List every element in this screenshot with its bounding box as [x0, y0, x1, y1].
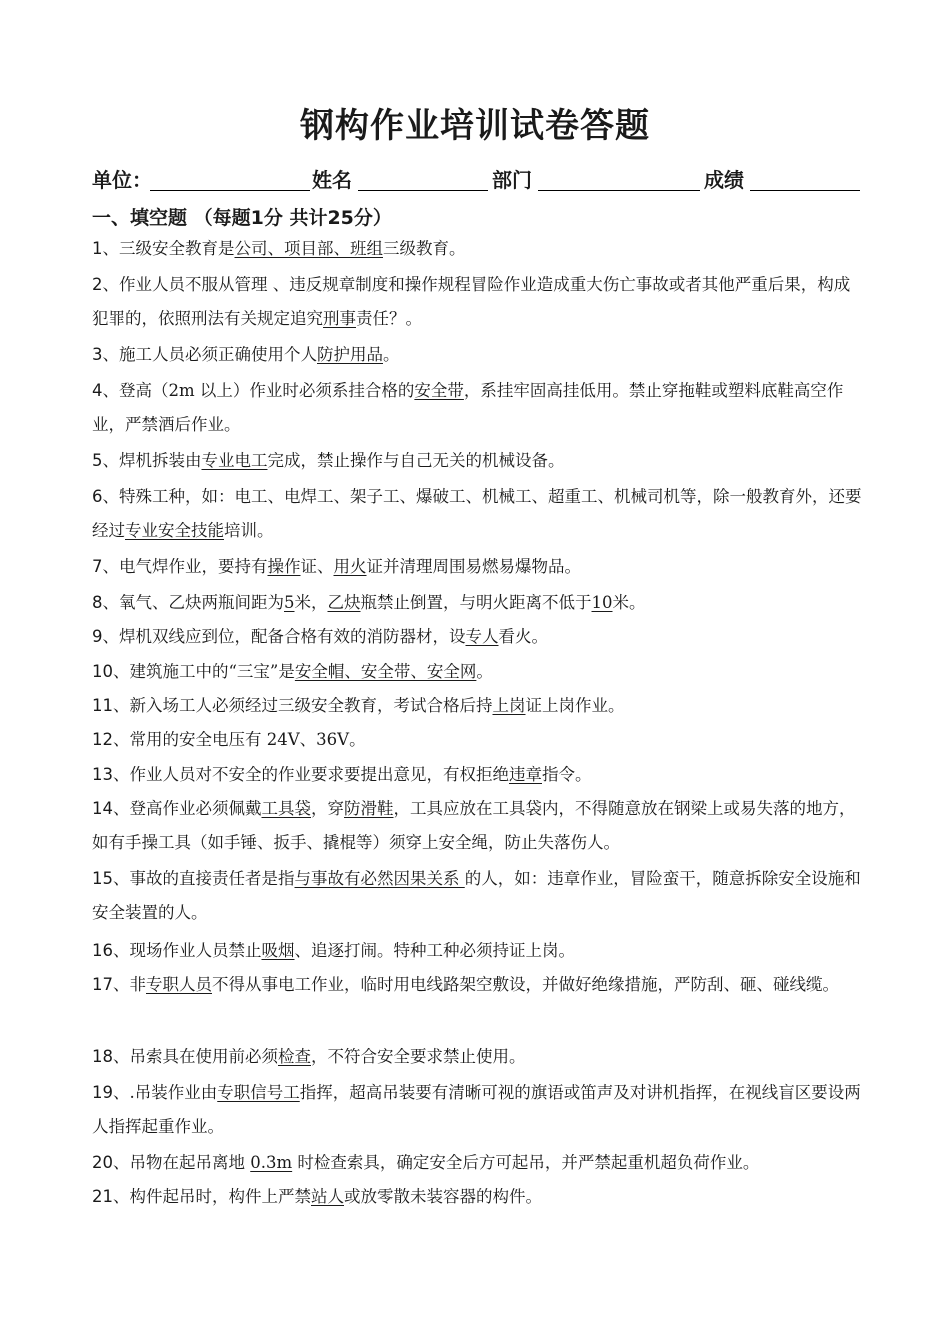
question-number: 1、 [92, 239, 119, 258]
question-text: 三级安全教育是 [119, 239, 235, 258]
question-9 [92, 620, 862, 654]
question-text: 三级教育。 [383, 239, 466, 258]
name-blank[interactable] [358, 190, 488, 191]
question-text: 作业人员对不安全的作业要求要提出意见，有权拒绝 [129, 765, 509, 784]
question-text: 瓶禁止倒置，与明火距离不低于 [360, 593, 592, 612]
question-16 [92, 934, 862, 968]
question-13 [92, 758, 862, 792]
question-text: 电气焊作业，要持有 [119, 557, 268, 576]
dept-blank[interactable] [538, 190, 700, 191]
question-text: 非 [129, 975, 146, 994]
question-text: 吊物在起吊离地 [129, 1153, 251, 1172]
question-number: 14、 [92, 799, 130, 818]
question-4 [92, 374, 862, 442]
info-row [92, 164, 862, 194]
answer-text: 安全带 [414, 381, 464, 400]
score-blank[interactable] [750, 190, 860, 191]
answer-text: 乙炔 [327, 593, 361, 612]
answer-text: 专职人员 [146, 975, 212, 994]
question-number: 4、 [92, 381, 119, 400]
question-text: 看火。 [498, 627, 548, 646]
question-number: 21、 [92, 1187, 130, 1206]
question-text: 登高（2m 以上）作业时必须系挂合格的 [119, 381, 415, 400]
answer-text: 检查 [278, 1047, 311, 1066]
question-text: 证、 [300, 557, 334, 576]
answer-text: 专业电工 [201, 451, 268, 470]
question-number: 12、 [92, 730, 130, 749]
question-text: 指令。 [542, 765, 592, 784]
question-text: 事故的直接责任者是指 [129, 869, 295, 888]
question-number: 3、 [92, 345, 119, 364]
question-15 [92, 862, 862, 930]
question-number: 10、 [92, 662, 130, 681]
question-17 [92, 968, 862, 1002]
question-text: .吊装作业由 [129, 1083, 218, 1102]
question-5 [92, 444, 862, 478]
answer-text: 上岗 [492, 696, 526, 715]
question-number: 11、 [92, 696, 130, 715]
question-text: 施工人员必须正确使用个人 [119, 345, 317, 364]
question-text: 登高作业必须佩戴 [129, 799, 262, 818]
question-text: 现场作业人员禁止 [129, 941, 262, 960]
question-20 [92, 1146, 862, 1180]
question-text: 不得从事电工作业，临时用电线路架空敷设，并做好绝缘措施，严防刮、砸、碰线缆。 [212, 975, 839, 994]
answer-text: 专人 [465, 627, 499, 646]
answer-text: 操作 [267, 557, 301, 576]
question-6 [92, 480, 862, 548]
question-text: ，穿 [311, 799, 344, 818]
answer-text: 站人 [311, 1187, 344, 1206]
question-3 [92, 338, 862, 372]
question-18 [92, 1040, 862, 1074]
question-text: 焊机拆装由 [119, 451, 202, 470]
answer-text: 违章 [509, 765, 542, 784]
question-19 [92, 1076, 862, 1144]
question-text: 新入场工人必须经过三级安全教育，考试合格后持 [129, 696, 493, 715]
answer-text: 工具袋 [261, 799, 311, 818]
question-text: ，系挂牢固高挂低用。禁止穿拖鞋或塑料底鞋高空作业，严禁酒后作业。 [92, 381, 844, 434]
answer-text: 安全帽、安全带、安全网 [294, 662, 477, 681]
question-number: 2、 [92, 275, 119, 294]
section-heading: 一、填空题 （每题1分 共计25分） [92, 207, 392, 229]
question-8 [92, 586, 862, 620]
unit-blank[interactable] [150, 190, 310, 191]
question-text: 证并清理周围易燃易爆物品。 [366, 557, 581, 576]
question-text: 时检查索具，确定安全后方可起吊，并严禁起重机超负荷作业。 [292, 1153, 760, 1172]
question-text: 建筑施工中的“三宝”是 [129, 662, 295, 681]
question-21 [92, 1180, 862, 1214]
answer-text: 用火 [333, 557, 367, 576]
question-number: 17、 [92, 975, 130, 994]
answer-text: 0.3m [250, 1153, 293, 1172]
question-1 [92, 232, 862, 266]
question-text: 培训。 [224, 521, 274, 540]
answer-text: 专职信号工 [217, 1083, 300, 1102]
question-text: 氧气、乙炔两瓶间距为 [119, 593, 284, 612]
question-text: 证上岗作业。 [525, 696, 625, 715]
question-text: 构件起吊时，构件上严禁 [129, 1187, 311, 1206]
question-11 [92, 689, 862, 723]
question-text: 常用的安全电压有 24V、36V。 [129, 730, 366, 749]
question-number: 6、 [92, 487, 119, 506]
question-7 [92, 550, 862, 584]
question-text: 、追逐打闹。特种工种必须持证上岗。 [294, 941, 575, 960]
question-text: 完成，禁止操作与自己无关的机械设备。 [267, 451, 565, 470]
question-number: 8、 [92, 593, 119, 612]
question-number: 9、 [92, 627, 119, 646]
answer-text: 10 [591, 593, 613, 612]
question-text: 米。 [612, 593, 646, 612]
question-text: 焊机双线应到位，配备合格有效的消防器材，设 [119, 627, 466, 646]
question-text: 指挥，超高吊装要有清晰可视的旗语或笛声及对讲机指挥，在视线盲区要设两人指挥起重作业。 [92, 1083, 861, 1136]
question-text: 吊索具在使用前必须 [129, 1047, 278, 1066]
question-text: ，不符合安全要求禁止使用。 [311, 1047, 526, 1066]
answer-text: 防护用品 [317, 345, 383, 364]
page-title: 钢构作业培训试卷答题 [300, 106, 650, 146]
question-text: 责任？。 [356, 309, 422, 328]
question-text: 作业人员不服从管理 、违反规章制度和操作规程冒险作业造成重大伤亡事故或者其他严重后果，构成犯罪的，依照刑法有关规定追究 [92, 275, 851, 328]
question-number: 7、 [92, 557, 119, 576]
question-number: 19、 [92, 1083, 130, 1102]
answer-text: 公司、项目部、班组 [234, 239, 383, 258]
question-text: ，工具应放在工具袋内，不得随意放在钢梁上或易失落的地方，如有手操工具（如手锤、扳手、撬棍等）须穿上安全绳，防止失落伤人。 [92, 799, 856, 852]
name-label: 姓名 [312, 168, 352, 192]
question-text: 的人，如：违章作业，冒险蛮干，随意拆除安全设施和安全装置的人。 [92, 869, 861, 922]
question-text: 。 [476, 662, 493, 681]
question-number: 13、 [92, 765, 130, 784]
answer-text: 防滑鞋 [344, 799, 394, 818]
question-text: 或放零散未装容器的构件。 [344, 1187, 542, 1206]
question-text: 。 [383, 345, 400, 364]
question-number: 16、 [92, 941, 130, 960]
score-label: 成绩 [704, 168, 744, 192]
question-number: 20、 [92, 1153, 130, 1172]
question-14 [92, 792, 862, 860]
answer-text: 刑事 [323, 309, 356, 328]
answer-text: 专业安全技能 [125, 521, 224, 540]
question-text: 米， [294, 593, 328, 612]
answer-text: 5 [284, 593, 295, 612]
question-10 [92, 655, 862, 689]
answer-text: 吸烟 [261, 941, 295, 960]
answer-text: 与事故有必然因果关系 [294, 869, 465, 888]
unit-label: 单位： [92, 168, 152, 192]
question-number: 18、 [92, 1047, 130, 1066]
question-text: 特殊工种，如：电工、电焊工、架子工、爆破工、机械工、超重工、机械司机等，除一般教育外，还要经过 [92, 487, 862, 540]
question-number: 15、 [92, 869, 130, 888]
question-number: 5、 [92, 451, 119, 470]
dept-label: 部门 [492, 168, 532, 192]
question-12 [92, 723, 862, 757]
question-2 [92, 268, 862, 336]
